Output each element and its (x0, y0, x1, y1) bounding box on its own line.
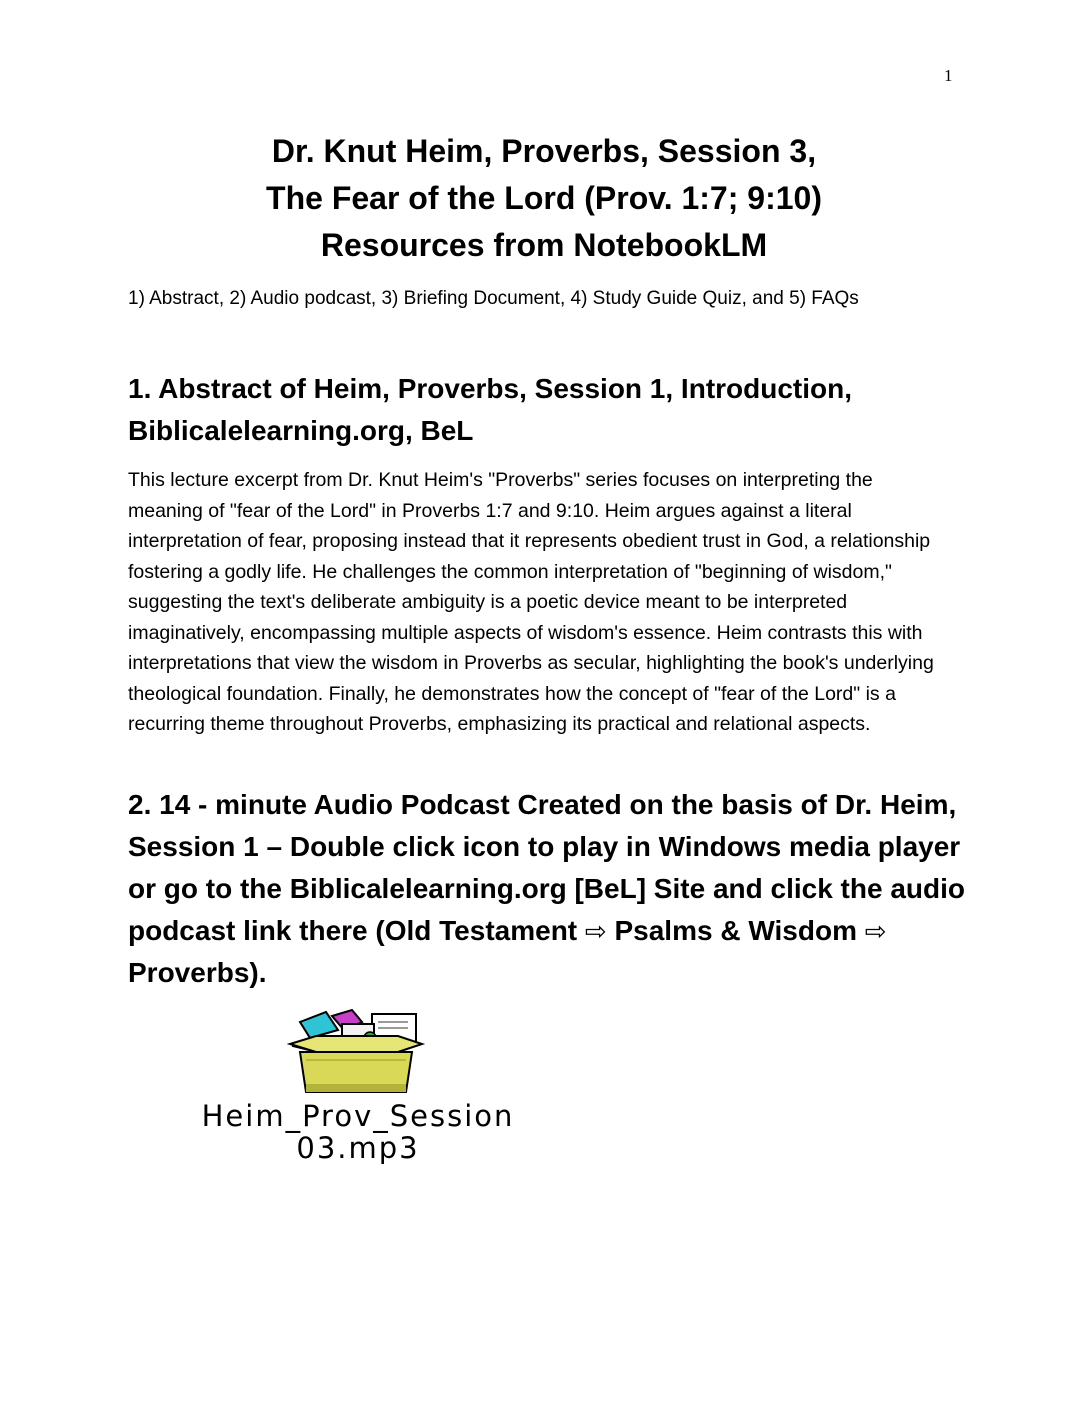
page-number: 1 (944, 66, 953, 85)
document-title (0, 128, 1088, 269)
audio-file-attachment[interactable] (128, 1008, 588, 1168)
arrow-right-icon: ⇨ (864, 916, 887, 946)
audio-file-name[interactable]: Heim_Prov_Session 03.mp3 (201, 1099, 515, 1165)
title-line-2: The Fear of the Lord (Prov. 1:7; 9:10) (266, 180, 822, 216)
section-1-heading-line-1: 1. Abstract of Heim, Proverbs, Session 1, Introduction, (128, 373, 853, 404)
section-2-heading (128, 784, 968, 994)
section-1-heading-line-2: Biblicalelearning.org, BeL (128, 415, 474, 446)
abstract-paragraph: This lecture excerpt from Dr. Knut Heim's "Proverbs" series focuses on interpreting the meaning of "fear of the Lord" in Proverbs 1:7 and 9:10. Heim argues against a literal interpretation of fear, proposing instead that it represents obedient trust in God, a relationship fostering a godly life. He challenges the common interpretation of "beginning of wisdom," suggesting the text's deliberate ambiguity is a poetic device meant to be interpreted imaginatively, encompassing multiple aspects of wisdom's essence. Heim contrasts this with interpretations that view the wisdom in Proverbs as secular, highlighting the book's underlying theological foundation. Finally, he demonstrates how the concept of "fear of the Lord" is a recurring theme throughout Proverbs, emphasizing its practical and relational aspects. (128, 469, 934, 735)
package-icon[interactable] (286, 1008, 426, 1096)
title-line-1: Dr. Knut Heim, Proverbs, Session 3, (271, 133, 817, 169)
section-2-heading-text-3: Proverbs). (128, 957, 267, 988)
section-1-heading (128, 368, 968, 452)
contents-list: 1) Abstract, 2) Audio podcast, 3) Briefing Document, 4) Study Guide Quiz, and 5) FAQs (128, 288, 859, 309)
section-2-heading-text-1: 2. 14 - minute Audio Podcast Created on the basis of Dr. Heim, Session 1 – Double click icon to play in Windows media player or go to the Biblicalelearning.org [BeL] Site and click the audio podcast link there (Old Testament (128, 789, 965, 946)
title-line-3: Resources from NotebookLM (320, 227, 768, 263)
section-2-heading-text-2: Psalms & Wisdom (606, 915, 865, 946)
arrow-right-icon: ⇨ (584, 916, 607, 946)
